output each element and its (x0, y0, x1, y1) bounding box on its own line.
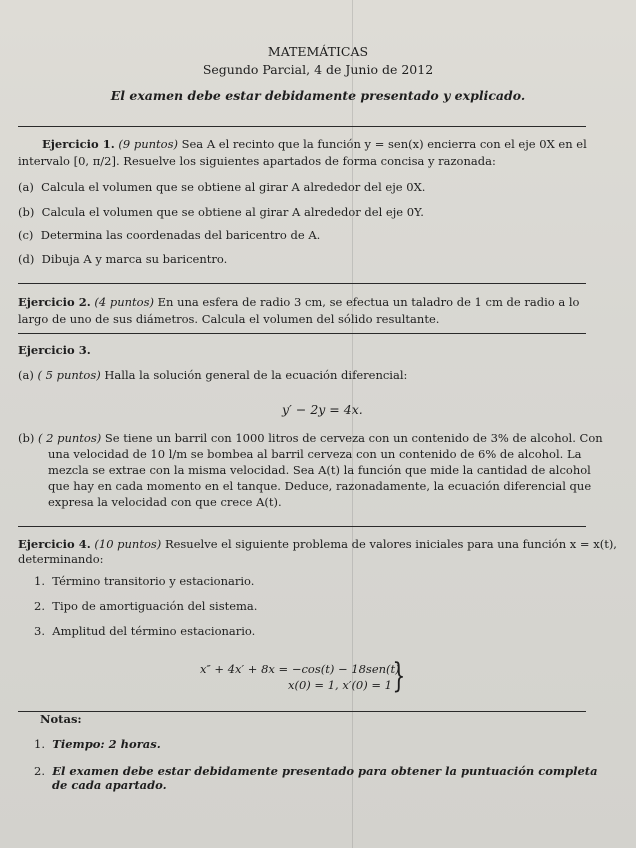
ej3-part-b (18, 431, 603, 445)
item-tag: (b) (18, 205, 35, 219)
ej3-b-line: expresa la velocidad con que crece A(t). (48, 495, 282, 509)
ej4-item-1 (34, 574, 254, 588)
item-tag: (c) (18, 228, 34, 242)
ej1-item-a (18, 180, 425, 194)
ej4-points: (10 puntos) (94, 537, 162, 551)
ej1-label: Ejercicio 1. (42, 137, 115, 151)
ej1-points: (9 puntos) (118, 137, 178, 151)
ej3-b-tag: (b) (18, 431, 35, 445)
note-2-cont: de cada apartado. (52, 778, 167, 792)
paper-fold-line (352, 0, 353, 848)
divider (18, 283, 586, 284)
item-text: El examen debe estar debidamente presentado para obtener la puntuación completa (52, 764, 598, 778)
item-text: Tiempo: 2 horas. (52, 737, 161, 751)
note-2 (34, 764, 598, 778)
ej4-line2: determinando: (18, 552, 104, 566)
item-tag: 3. (34, 624, 45, 638)
item-tag: 2. (34, 764, 45, 778)
item-tag: 1. (34, 574, 45, 588)
ej3-equation: y′ − 2y = 4x. (282, 402, 363, 417)
exam-instruction: El examen debe estar debidamente presentado y explicado. (110, 88, 526, 103)
item-text: Término transitorio y estacionario. (52, 574, 255, 588)
item-tag: 2. (34, 599, 45, 613)
divider (18, 333, 586, 334)
ej2-line1: En una esfera de radio 3 cm, se efectua un taladro de 1 cm de radio a lo (157, 295, 580, 309)
ej4-item-2 (34, 599, 257, 613)
ej3-b-line: Se tiene un barril con 1000 litros de cerveza con un contenido de 3% de alcohol. Con (104, 431, 603, 445)
ej2-points: (4 puntos) (94, 295, 154, 309)
divider (18, 711, 586, 712)
ej4-item-3 (34, 624, 255, 638)
item-text: Calcula el volumen que se obtiene al girar A alrededor del eje 0X. (41, 180, 426, 194)
ej3-b-line: mezcla se extrae con la misma velocidad. Sea A(t) la función que mide la cantidad de alcohol (48, 463, 591, 477)
ej1-item-d (18, 252, 227, 266)
ej3-label: Ejercicio 3. (18, 343, 91, 357)
ej4-equation-2: x(0) = 1, x′(0) = 1 (288, 678, 392, 692)
item-text: Calcula el volumen que se obtiene al girar A alrededor del eje 0Y. (41, 205, 424, 219)
ej3-b-line: una velocidad de 10 l/m se bombea al barril cerveza con un contenido de 6% de alcohol. La (48, 447, 582, 461)
note-1 (34, 737, 161, 751)
exam-title: MATEMÁTICAS (267, 44, 369, 59)
item-text: Amplitud del término estacionario. (52, 624, 256, 638)
item-tag: (d) (18, 252, 35, 266)
ej3-a-tag: (a) (18, 368, 34, 382)
divider (18, 526, 586, 527)
ej4-heading (18, 537, 617, 551)
item-tag: (a) (18, 180, 34, 194)
item-text: Determina las coordenadas del baricentro de A. (40, 228, 321, 242)
ej1-line2: intervalo [0, π/2]. Resuelve los siguientes apartados de forma concisa y razonada: (18, 154, 496, 168)
ej3-b-line: que hay en cada momento en el tanque. Deduce, razonadamente, la ecuación diferencial que (48, 479, 592, 493)
ej4-line1: Resuelve el siguiente problema de valores iniciales para una función x = x(t), (164, 537, 617, 551)
exam-subtitle: Segundo Parcial, 4 de Junio de 2012 (202, 62, 434, 77)
ej3-b-points: ( 2 puntos) (38, 431, 102, 445)
ej1-line1: Sea A el recinto que la función y = sen(x) encierra con el eje 0X en el (181, 137, 587, 151)
ej4-equation-1: x″ + 4x′ + 8x = −cos(t) − 18sen(t) (200, 662, 400, 676)
right-brace: } (392, 656, 406, 696)
notes-title: Notas: (40, 712, 82, 726)
ej1-heading (42, 137, 587, 151)
ej2-heading (18, 295, 579, 309)
ej1-item-b (18, 205, 424, 219)
ej3-a-text: Halla la solución general de la ecuación diferencial: (104, 368, 408, 382)
ej3-a-points: ( 5 puntos) (37, 368, 101, 382)
item-text: Tipo de amortiguación del sistema. (52, 599, 258, 613)
ej4-label: Ejercicio 4. (18, 537, 91, 551)
ej2-line2: largo de uno de sus diámetros. Calcula el volumen del sólido resultante. (18, 312, 440, 326)
ej3-part-a (18, 368, 407, 382)
ej1-item-c (18, 228, 320, 242)
item-tag: 1. (34, 737, 45, 751)
divider (18, 126, 586, 127)
item-text: Dibuja A y marca su baricentro. (41, 252, 228, 266)
ej2-label: Ejercicio 2. (18, 295, 91, 309)
